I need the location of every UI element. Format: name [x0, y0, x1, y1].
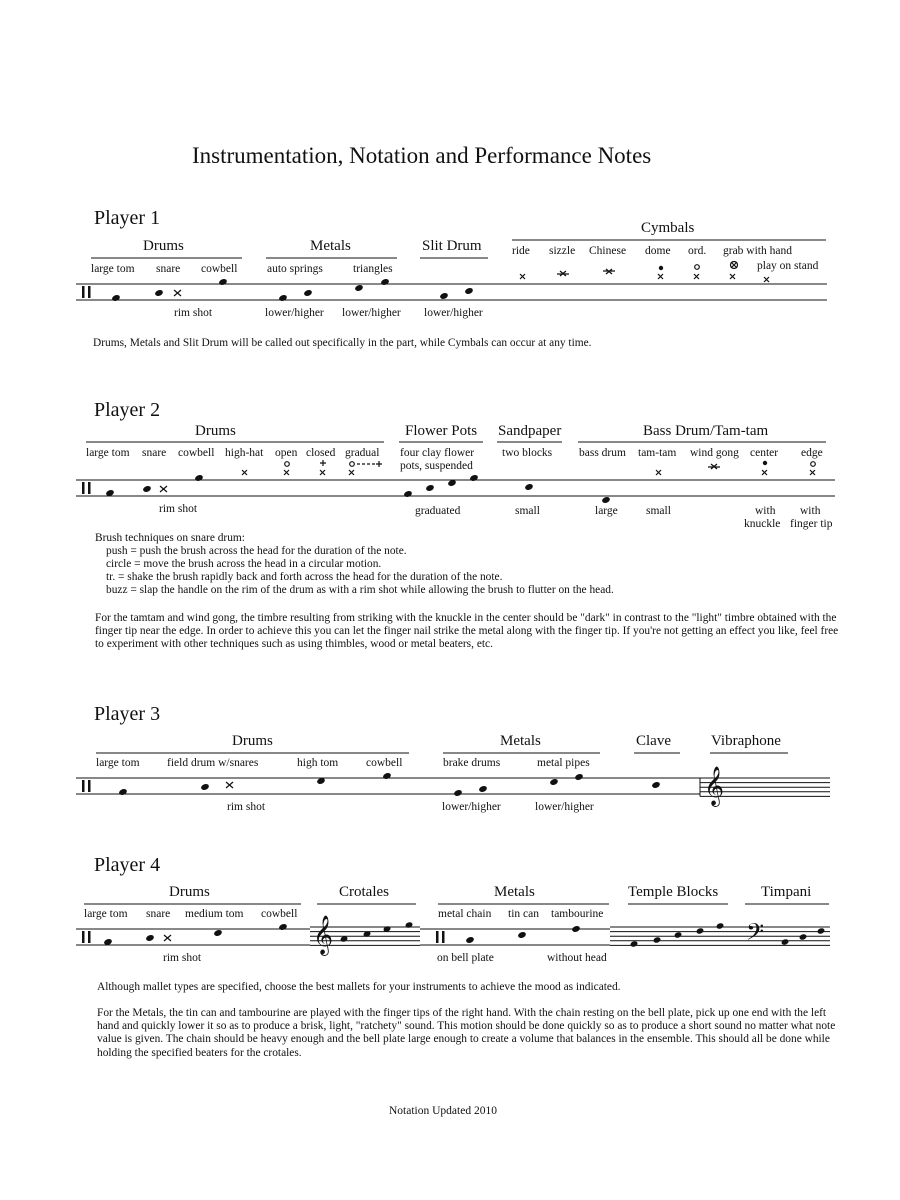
p2-brush-push: push = push the brush across the head for the duration of the note.	[106, 545, 407, 557]
p4-group-crotales: Crotales	[339, 884, 389, 900]
player-4-heading: Player 4	[94, 854, 161, 876]
p4-noteheads	[103, 921, 825, 947]
p1-group-slit-drum: Slit Drum	[422, 238, 482, 254]
p4-group-temple-blocks: Temple Blocks	[628, 884, 719, 900]
p4-label-medium-tom: medium tom	[185, 908, 244, 920]
p2-label-two-blocks: two blocks	[502, 447, 553, 459]
p2-below-graduated: graduated	[415, 505, 461, 517]
p2-label-closed: closed	[306, 447, 336, 459]
p2-below-with-2: with	[800, 505, 821, 517]
p1-label-triangles: triangles	[353, 263, 393, 275]
p1-note: Drums, Metals and Slit Drum will be called out specifically in the part, while Cymbals can occur at any time.	[93, 337, 592, 349]
p4-treble-clef-icon: 𝄞	[313, 915, 334, 955]
p3-group-clave: Clave	[636, 733, 671, 749]
p2-label-high-hat: high-hat	[225, 447, 264, 459]
p2-brush-tr: tr. = shake the brush rapidly back and forth across the head for the duration of the note.	[106, 571, 503, 583]
p1-label-chinese: Chinese	[589, 245, 627, 257]
p2-label-open: open	[275, 447, 298, 459]
p3-below-lower-higher-1: lower/higher	[442, 801, 501, 813]
p2-noteheads	[105, 461, 767, 504]
p2-group-flower-pots: Flower Pots	[405, 423, 478, 439]
p1-below-lower-higher-2: lower/higher	[342, 307, 401, 319]
p4-below-without-head: without head	[547, 952, 607, 964]
p4-label-snare: snare	[146, 908, 171, 920]
p2-label-pots-suspended: pots, suspended	[400, 460, 473, 472]
p2-label-tam-tam: tam-tam	[638, 447, 677, 459]
p3-label-large-tom: large tom	[96, 757, 140, 769]
p2-label-cowbell: cowbell	[178, 447, 215, 459]
p3-x-noteheads	[226, 782, 233, 788]
p2-below-with-1: with	[755, 505, 776, 517]
p4-label-tin-can: tin can	[508, 908, 539, 920]
p3-below-lower-higher-2: lower/higher	[535, 801, 594, 813]
p2-label-gradual: gradual	[345, 447, 380, 459]
p4-group-timpani: Timpani	[761, 884, 812, 900]
p2-below-large: large	[595, 505, 618, 517]
p3-treble-clef-icon: 𝄞	[704, 766, 725, 806]
p2-label-center: center	[750, 447, 779, 459]
p2-label-four-clay-flower: four clay flower	[400, 447, 475, 459]
p4-label-large-tom: large tom	[84, 908, 128, 920]
p1-label-ride: ride	[512, 245, 530, 257]
p2-brush-circle: circle = move the brush across the head in a circular motion.	[106, 558, 382, 570]
p2-label-wind-gong: wind gong	[690, 447, 739, 459]
p1-label-snare: snare	[156, 263, 181, 275]
p2-brush-heading: Brush techniques on snare drum:	[95, 532, 245, 544]
p4-group-drums: Drums	[169, 884, 210, 900]
p2-label-large-tom: large tom	[86, 447, 130, 459]
p4-note-mallets: Although mallet types are specified, choose the best mallets for your instruments to achieve the mood as indicated.	[97, 981, 621, 993]
p3-label-field-drum: field drum w/snares	[167, 757, 259, 769]
p2-label-bass-drum: bass drum	[579, 447, 626, 459]
p3-group-vibraphone: Vibraphone	[711, 733, 781, 749]
p1-label-dome: dome	[645, 245, 671, 257]
p1-group-cymbals: Cymbals	[641, 220, 695, 236]
p1-label-auto-springs: auto springs	[267, 263, 323, 275]
p4-below-on-bell-plate: on bell plate	[437, 952, 494, 964]
p1-label-large-tom: large tom	[91, 263, 135, 275]
p4-group-metals: Metals	[494, 884, 535, 900]
player-2-heading: Player 2	[94, 399, 161, 421]
p4-x-noteheads	[164, 935, 171, 941]
p1-group-underlines	[91, 240, 826, 258]
p2-group-drums: Drums	[195, 423, 236, 439]
p1-staff	[76, 284, 827, 300]
page-title: Instrumentation, Notation and Performance Notes	[192, 143, 652, 168]
p1-label-grab-with-hand: grab with hand	[723, 245, 792, 257]
p3-group-metals: Metals	[500, 733, 541, 749]
p3-noteheads	[118, 772, 660, 797]
p3-below-rim-shot: rim shot	[227, 801, 266, 813]
p4-label-tambourine: tambourine	[551, 908, 604, 920]
p3-label-brake-drums: brake drums	[443, 757, 501, 769]
p2-below-finger-tip: finger tip	[790, 518, 833, 530]
p4-label-cowbell: cowbell	[261, 908, 298, 920]
p3-label-high-tom: high tom	[297, 757, 339, 769]
p2-group-bass-drum-tam-tam: Bass Drum/Tam-tam	[643, 423, 769, 439]
p4-label-metal-chain: metal chain	[438, 908, 492, 920]
p3-label-metal-pipes: metal pipes	[537, 757, 590, 769]
p1-below-lower-higher-1: lower/higher	[265, 307, 324, 319]
p2-label-snare: snare	[142, 447, 167, 459]
p1-label-sizzle: sizzle	[549, 245, 576, 257]
p4-below-rim-shot: rim shot	[163, 952, 202, 964]
p1-below-lower-higher-3: lower/higher	[424, 307, 483, 319]
p2-x-noteheads	[160, 460, 815, 492]
p2-below-knuckle: knuckle	[744, 518, 781, 530]
footer-notation-updated: Notation Updated 2010	[389, 1105, 497, 1117]
p2-below-rim-shot: rim shot	[159, 503, 198, 515]
p1-label-ord: ord.	[688, 245, 707, 257]
p1-label-play-on-stand: play on stand	[757, 260, 819, 272]
p1-below-rim-shot: rim shot	[174, 307, 213, 319]
p4-staff-metals	[420, 929, 610, 945]
player-3-heading: Player 3	[94, 703, 161, 725]
player-1-heading: Player 1	[94, 207, 161, 229]
p4-note-metals: For the Metals, the tin can and tambourine are played with the finger tips of the right hand. With the chain resting on the bell plate, pick up one end with the left hand and quickly lower it so as to produce a brisk, light, "ratchety" sound. This motion should be done quickly so as to produce a short sound no matter what note value is given. The chain should be heavy enough and the bell plate large enough to create a volume that balances in the ensemble. This should all be done while holding the specified beaters for the crotales.	[97, 1007, 836, 1059]
p2-below-small-1: small	[515, 505, 540, 517]
p4-bass-clef-icon: 𝄢	[746, 918, 765, 951]
p2-brush-buzz: buzz = slap the handle on the rim of the drum as with a rim shot while allowing the brush to flutter on the head.	[106, 584, 614, 596]
p1-group-drums: Drums	[143, 238, 184, 254]
p2-note: For the tamtam and wind gong, the timbre resulting from striking with the knuckle in the center should be "dark" in contrast to the "light" timbre obtained with the finger tip near the edge. In order to achieve this you can let the finger nail strike the metal along with the finger tip. If you're not getting an effect you like, feel free to experiment with other techniques such as using thimbles, wood or metal beaters, etc.	[95, 612, 839, 651]
p2-group-sandpaper: Sandpaper	[498, 423, 562, 439]
p4-staff-temple-timpani	[610, 927, 830, 945]
p2-label-edge: edge	[801, 447, 823, 459]
p2-below-small-2: small	[646, 505, 671, 517]
p1-group-metals: Metals	[310, 238, 351, 254]
p3-label-cowbell: cowbell	[366, 757, 403, 769]
p1-label-cowbell: cowbell	[201, 263, 238, 275]
p3-group-drums: Drums	[232, 733, 273, 749]
